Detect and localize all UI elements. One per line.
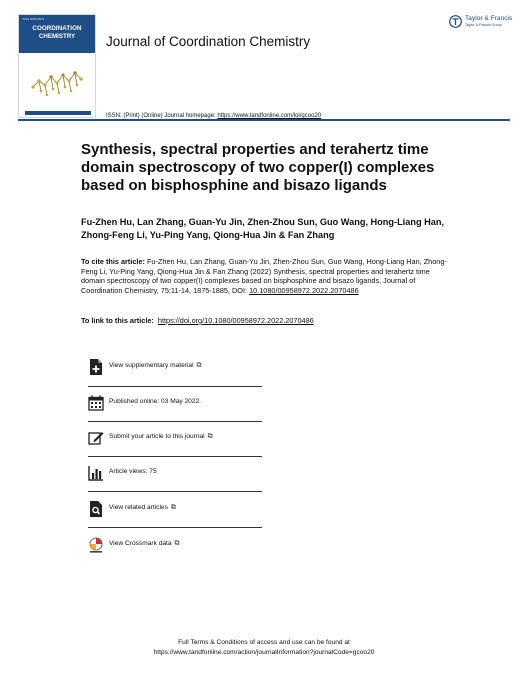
crossmark-icon xyxy=(88,537,104,553)
article-title: Synthesis, spectral properties and terahertz time domain spectroscopy of two copper(I) complexes based on bisphosphine and bisazo ligands xyxy=(81,141,435,194)
citation-block xyxy=(81,257,451,296)
external-link-icon: ⧉ xyxy=(207,433,213,440)
cover-issn: ISSN 0095-8972 xyxy=(22,17,45,21)
edit-icon xyxy=(88,430,104,446)
taylor-francis-logo-icon xyxy=(449,15,462,28)
issn-text: ISSN: (Print) (Online) Journal homepage: xyxy=(106,113,218,119)
journal-title[interactable]: Journal of Coordination Chemistry xyxy=(106,34,311,49)
external-link-icon: ⧉ xyxy=(174,540,180,547)
item-divider xyxy=(88,527,262,528)
item-divider xyxy=(88,491,262,492)
citation-text: Fu-Zhen Hu, Lan Zhang, Guan-Yu Jin, Zhen-Zhou Sun, Guo Wang, Hong-Liang Han, Zhong-Feng Li, Yu-Ping Yang, Qiong-Hua Jin & Fan Zhang (2022) Synthesis, spectral properties and terahertz time domain spectroscopy of two copper(I) complexes based on bisphosphine and bisazo ligands, Journal of Coordination Chemistry, 75:11-14, 1875-1885, DOI: xyxy=(81,257,447,296)
publisher-group: Taylor & Francis Group xyxy=(465,23,502,27)
external-link-icon: ⧉ xyxy=(170,504,176,511)
crossmark-item[interactable] xyxy=(88,534,262,556)
footer xyxy=(0,638,528,657)
published-online-item xyxy=(88,392,262,414)
article-views-label: Article views: 75 xyxy=(109,468,157,475)
submit-article-item[interactable] xyxy=(88,427,262,449)
submit-article-label: Submit your article to this journal xyxy=(109,433,205,440)
cover-banner xyxy=(19,15,95,53)
bar-chart-icon xyxy=(88,465,104,481)
cover-title-line1: COORDINATION xyxy=(32,25,82,32)
header-divider xyxy=(18,119,510,121)
footer-terms-text: Full Terms & Conditions of access and use can be found at xyxy=(178,639,350,646)
cover-footer-bar xyxy=(25,111,91,115)
related-articles-item[interactable] xyxy=(88,498,262,520)
publisher-name: Taylor & Francis xyxy=(465,15,513,22)
cover-title-line2: CHEMISTRY xyxy=(38,33,76,40)
article-link-label: To link to this article: xyxy=(81,316,154,325)
citation-doi-link[interactable]: 10.1080/00958972.2022.2070486 xyxy=(249,286,359,296)
author-list: Fu-Zhen Hu, Lan Zhang, Guan-Yu Jin, Zhen-Zhou Sun, Guo Wang, Hong-Liang Han, Zhong-Feng Li, Yu-Ping Yang, Qiong-Hua Jin & Fan Zhang xyxy=(81,217,445,240)
published-online-label: Published online: 03 May 2022. xyxy=(109,398,202,405)
external-link-icon: ⧉ xyxy=(196,362,202,369)
journal-cover-image[interactable] xyxy=(18,14,96,118)
publisher-logo[interactable] xyxy=(449,14,513,34)
supplementary-material-item[interactable] xyxy=(88,356,262,378)
molecule-illustration xyxy=(29,61,87,99)
related-search-icon xyxy=(88,501,104,517)
calendar-icon xyxy=(88,395,104,411)
article-doi-link[interactable]: https://doi.org/10.1080/00958972.2022.2070486 xyxy=(157,316,314,325)
item-divider xyxy=(88,421,262,422)
citation-label: To cite this article: xyxy=(81,257,145,266)
article-link-block xyxy=(81,316,314,325)
item-divider xyxy=(88,386,262,387)
item-divider xyxy=(88,456,262,457)
related-articles-label: View related articles xyxy=(109,504,168,511)
supplementary-file-icon xyxy=(88,359,104,375)
footer-terms-link[interactable]: https://www.tandfonline.com/action/journalInformation?journalCode=gcoo20 xyxy=(153,648,375,656)
journal-homepage-link[interactable]: https://www.tandfonline.com/loi/gcoo20 xyxy=(217,113,322,119)
crossmark-label: View Crossmark data xyxy=(109,540,172,547)
article-views-item xyxy=(88,462,262,484)
supplementary-material-label: View supplementary material xyxy=(109,362,194,369)
